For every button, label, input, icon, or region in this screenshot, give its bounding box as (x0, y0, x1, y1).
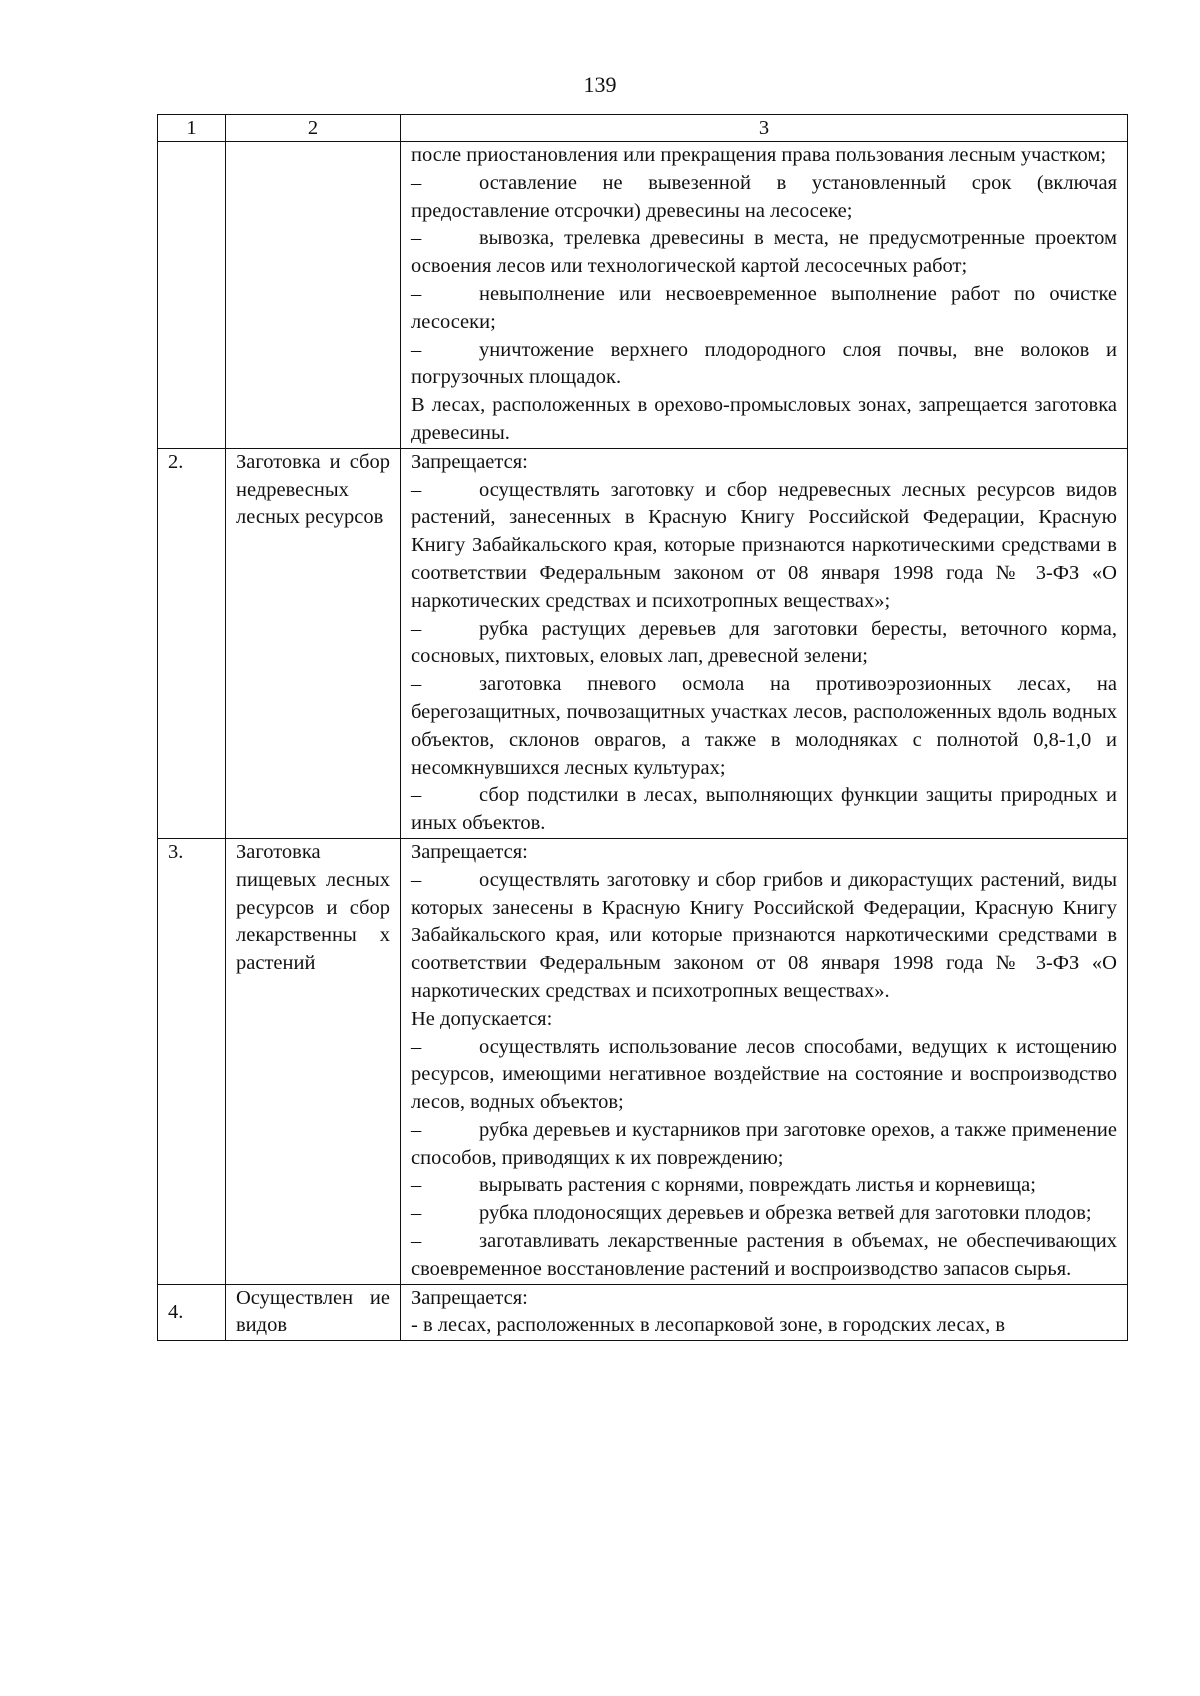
row-number (158, 142, 226, 449)
restriction-heading (411, 392, 1117, 448)
header-cell-1: 1 (158, 115, 226, 142)
paragraph-text: Запрещается: (411, 450, 528, 473)
dash-bullet: – (411, 868, 422, 891)
restriction-item (411, 1172, 1117, 1200)
dash-bullet: – (411, 1035, 422, 1058)
paragraph-text: - в лесах, расположенных в лесопарковой зоне, в городских лесах, в (411, 1314, 1006, 1337)
paragraph-text: невыполнение или несвоевременное выполнение работ по очистке лесосеки; (411, 282, 1117, 333)
row-restrictions (401, 448, 1128, 838)
restriction-item (411, 477, 1117, 616)
restriction-item (411, 337, 1117, 393)
dash-bullet: – (411, 338, 422, 361)
paragraph-text: сбор подстилки в лесах, выполняющих функции защиты природных и иных объектов. (411, 784, 1117, 835)
paragraph-text: уничтожение верхнего плодородного слоя почвы, вне волоков и погрузочных площадок. (411, 338, 1117, 389)
restriction-heading (411, 1006, 1117, 1034)
header-cell-3: 3 (401, 115, 1128, 142)
restriction-item (411, 170, 1117, 226)
restriction-item (411, 1117, 1117, 1173)
paragraph-text: Запрещается: (411, 1286, 528, 1309)
paragraph-text: осуществлять заготовку и сбор грибов и дикорастущих растений, виды которых занесены в Красную Книгу Российской Федерации, Красную Книгу Забайкальского края, или которые признаются наркотическими средствами в соответствии Федеральным законом от 08 января 1998 года № 3-ФЗ «О наркотических средствах и психотропных веществах». (411, 868, 1117, 1002)
paragraph-text: Не допускается: (411, 1007, 553, 1030)
dash-bullet: – (411, 784, 422, 807)
regulation-table (157, 114, 1128, 1341)
paragraph-text: вырывать растения с корнями, повреждать листья и корневища; (479, 1174, 1036, 1197)
paragraph-text: оставление не вывезенной в установленный срок (включая предоставление отсрочки) древесины на лесосеке; (411, 171, 1117, 222)
paragraph-text: осуществлять использование лесов способами, ведущих к истощению ресурсов, имеющими негативное воздействие на состояние и воспроизводство лесов, водных объектов; (411, 1035, 1117, 1114)
table-body (158, 115, 1128, 1341)
dash-bullet: – (411, 1174, 422, 1197)
row-activity-name: Осуществлен ие видов (226, 1284, 401, 1341)
restriction-item (411, 1228, 1117, 1284)
table-row (158, 1284, 1128, 1341)
row-restrictions (401, 838, 1128, 1284)
table-header-row (158, 115, 1128, 142)
restriction-heading (411, 449, 1117, 477)
restriction-item (411, 671, 1117, 782)
restriction-item (411, 867, 1117, 1006)
dash-bullet: – (411, 478, 422, 501)
header-cell-2: 2 (226, 115, 401, 142)
paragraph-text: осуществлять заготовку и сбор недревесных лесных ресурсов видов растений, занесенных в Красную Книгу Российской Федерации, Красную Книгу Забайкальского края, которые признаются наркотическими средствами в соответствии Федеральным законом от 08 января 1998 года № 3-ФЗ «О наркотических средствах и психотропных веществах»; (411, 478, 1117, 612)
paragraph-text: заготовка пневого осмола на противоэрозионных лесах, на берегозащитных, почвозащитных участках лесов, расположенных вдоль водных объектов, склонов оврагов, а также в молодняках с полнотой 0,8-1,0 и несомкнувшихся лесных культурах; (411, 673, 1117, 779)
paragraph-text: рубка деревьев и кустарников при заготовке орехов, а также применение способов, приводящих к их повреждению; (411, 1118, 1117, 1169)
restriction-heading (411, 1285, 1117, 1313)
restriction-item (411, 782, 1117, 838)
table-row (158, 448, 1128, 838)
paragraph-text: Запрещается: (411, 840, 528, 863)
row-number: 2. (158, 448, 226, 838)
restriction-item (411, 1034, 1117, 1117)
row-activity-name: Заготовка пищевых лесных ресурсов и сбор лекарственны х растений (226, 838, 401, 1284)
table-row (158, 838, 1128, 1284)
page-number: 139 (583, 72, 617, 97)
dash-bullet: – (411, 673, 422, 696)
restriction-item (411, 281, 1117, 337)
dash-bullet: – (411, 617, 422, 640)
paragraph-text: В лесах, расположенных в орехово-промысловых зонах, запрещается заготовка древесины. (411, 394, 1117, 444)
paragraph-text: после приостановления или прекращения права пользования лесным участком; (411, 144, 1107, 166)
dash-bullet: – (411, 282, 422, 305)
paragraph-text: вывозка, трелевка древесины в места, не предусмотренные проектом освоения лесов или технологической картой лесосечных работ; (411, 227, 1117, 278)
restriction-heading (411, 142, 1117, 170)
row-number: 3. (158, 838, 226, 1284)
dash-bullet: – (411, 171, 422, 194)
restriction-item (411, 225, 1117, 281)
restriction-heading (411, 1312, 1117, 1340)
row-restrictions (401, 1284, 1128, 1341)
row-activity-name (226, 142, 401, 449)
row-number: 4. (158, 1284, 226, 1341)
table-row (158, 142, 1128, 449)
paragraph-text: заготавливать лекарственные растения в объемах, не обеспечивающих своевременное восстановление растений и воспроизводство запасов сырья. (411, 1230, 1117, 1280)
dash-bullet: – (411, 227, 422, 250)
row-restrictions (401, 142, 1128, 449)
paragraph-text: рубка плодоносящих деревьев и обрезка ветвей для заготовки плодов; (479, 1202, 1092, 1225)
restriction-item (411, 1200, 1117, 1228)
paragraph-text: рубка растущих деревьев для заготовки бересты, веточного корма, сосновых, пихтовых, еловых лап, древесной зелени; (411, 617, 1117, 668)
dash-bullet: – (411, 1202, 422, 1225)
restriction-item (411, 616, 1117, 672)
row-activity-name: Заготовка и сбор недревесных лесных ресурсов (226, 448, 401, 838)
restriction-heading (411, 839, 1117, 867)
dash-bullet: – (411, 1118, 422, 1141)
dash-bullet: – (411, 1230, 422, 1253)
